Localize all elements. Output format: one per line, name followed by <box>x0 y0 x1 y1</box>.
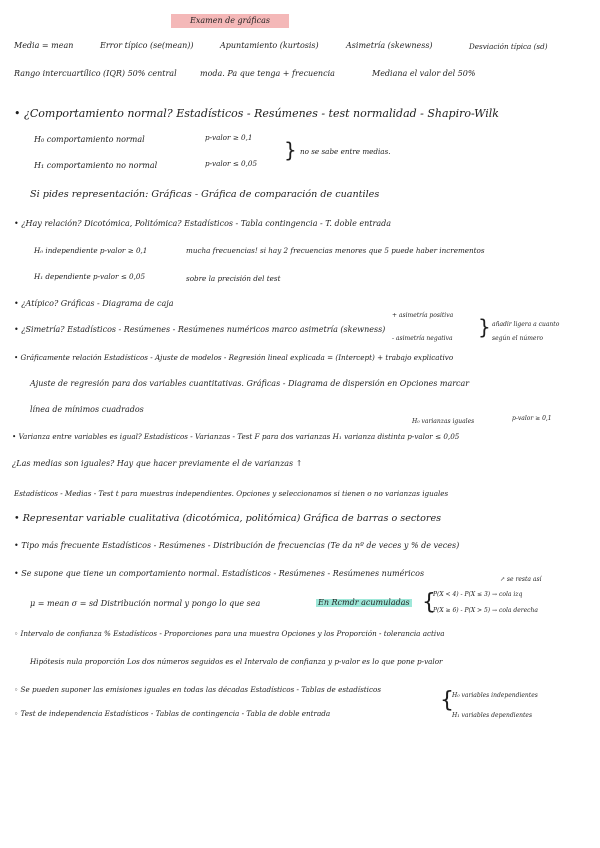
brace-icon: { <box>440 688 454 713</box>
note-right-tail: P(X ≥ 6) - P(X > 5) → cola derecha <box>433 607 538 614</box>
note-kurtosis: Apuntamiento (kurtosis) <box>220 41 319 50</box>
note-h0-independent: H₀ independiente p-valor ≥ 0,1 <box>34 246 148 255</box>
note-qualitative: • Representar variable cualitativa (dicotómica, politómica) Gráfica de barras o sectores <box>14 513 442 524</box>
note-h0-indep: H₀ variables independientes <box>452 692 538 699</box>
note-std-error: Error típico (se(mean)) <box>100 41 194 50</box>
page-title: Examen de gráficas <box>171 14 289 28</box>
note-h1-not-normal: H₁ comportamiento no normal <box>34 161 158 170</box>
brace-icon: { <box>422 590 436 615</box>
note-variance: • Varianza entre variables es igual? Estadísticos - Varianzas - Test F para dos varianzas H₁ varianza distinta p-valor ≤ 0,05 <box>12 432 460 441</box>
note-h1-dep: H₁ variables dependientes <box>452 712 533 719</box>
note-emissions: ◦ Se pueden suponer las emisiones iguales en todas las décadas Estadísticos - Tablas de estadísticos <box>14 685 382 694</box>
note-h0-variance: H₀ varianzas iguales <box>412 418 475 425</box>
note-frequencies: mucha frecuencias! si hay 2 frecuencias menores que 5 puede haber incrementos <box>186 246 485 255</box>
note-sd: Desviación típica (sd) <box>469 42 548 51</box>
note-means: ¿Las medias son iguales? Hay que hacer previamente el de varianzas ↑ <box>12 459 303 468</box>
note-side-a: añadir ligera a cuanto <box>492 321 560 328</box>
note-mean: Media = mean <box>14 41 74 50</box>
note-side-b: según el número <box>492 335 543 342</box>
note-null-hypothesis: Hipótesis nula proporción Los dos números seguidos es el Intervalo de confianza y p-valor es lo que pone p-valor <box>30 657 443 666</box>
note-normal-dist: μ = mean σ = sd Distribución normal y pongo lo que sea <box>30 599 261 608</box>
note-pvalue-variance: p-valor ≥ 0,1 <box>512 415 552 422</box>
note-confidence: ◦ Intervalo de confianza % Estadísticos - Proporciones para una muestra Opciones y los Proporción - tolerancia activa <box>14 629 445 638</box>
note-relation: • ¿Hay relación? Dicotómica, Politómica? Estadísticos - Tabla contingencia - T. doble entrada <box>14 219 391 228</box>
note-h0-normal: H₀ comportamiento normal <box>34 135 145 144</box>
note-regression-fit: Ajuste de regresión para dos variables cuantitativas. Gráficas - Diagrama de dispersión en Opciones marcar <box>30 379 470 388</box>
brace-icon: } <box>478 315 491 339</box>
note-pvalue-low: p-valor ≤ 0,05 <box>205 159 258 168</box>
note-ttest: Estadísticos - Medias - Test t para muestras independientes. Opciones y seleccionamos si tienen o no varianzas iguales <box>14 489 449 498</box>
note-h1-dependent: H₁ dependiente p-valor ≤ 0,05 <box>34 272 146 281</box>
brace-icon: } <box>284 138 297 162</box>
note-unknown: no se sabe entre medias. <box>300 147 391 156</box>
note-positive-skew: + asimetría positiva <box>392 312 454 319</box>
note-mode: moda. Pa que tenga + frecuencia <box>200 69 335 78</box>
note-symmetry: • ¿Simetría? Estadísticos - Resúmenes - Resúmenes numéricos marco asimetría (skewness) <box>14 325 386 334</box>
note-iqr: Rango intercuartílico (IQR) 50% central <box>14 69 177 78</box>
note-median: Mediana el valor del 50% <box>372 69 476 78</box>
note-regression: • Gráficamente relación Estadísticos - Ajuste de modelos - Regresión lineal explicada = (Intercept) + trabajo explicativo <box>14 353 454 362</box>
note-atypical: • ¿Atípico? Gráficas - Diagrama de caja <box>14 299 174 308</box>
note-left-tail: P(X < 4) - P(X ≤ 3) → cola izq <box>433 591 523 598</box>
note-precision: sobre la precisión del test <box>186 274 281 283</box>
note-normality: • ¿Comportamiento normal? Estadísticos - Resúmenes - test normalidad - Shapiro-Wilk <box>14 107 499 120</box>
note-least-squares: línea de mínimos cuadrados <box>30 405 144 414</box>
note-qq-plot: Si pides representación: Gráficas - Gráfica de comparación de cuantiles <box>30 189 380 200</box>
note-pvalue-high: p-valor ≥ 0,1 <box>205 133 253 142</box>
note-independence: ◦ Test de independencia Estadísticos - Tablas de contingencia - Tabla de doble entrada <box>14 709 331 718</box>
note-rcmdr-cumulative: En Rcmdr acumuladas <box>318 598 410 607</box>
note-frequency: • Tipo más frecuente Estadísticos - Resúmenes - Distribución de frecuencias (Te da nº de veces y % de veces) <box>14 541 460 550</box>
note-skewness: Asimetría (skewness) <box>346 41 433 50</box>
note-normal-assumption: • Se supone que tiene un comportamiento normal. Estadísticos - Resúmenes - Resúmenes numéricos <box>14 569 425 578</box>
note-negative-skew: - asimetría negativa <box>392 335 453 342</box>
note-subtract: ↗ se resta así <box>500 576 542 583</box>
